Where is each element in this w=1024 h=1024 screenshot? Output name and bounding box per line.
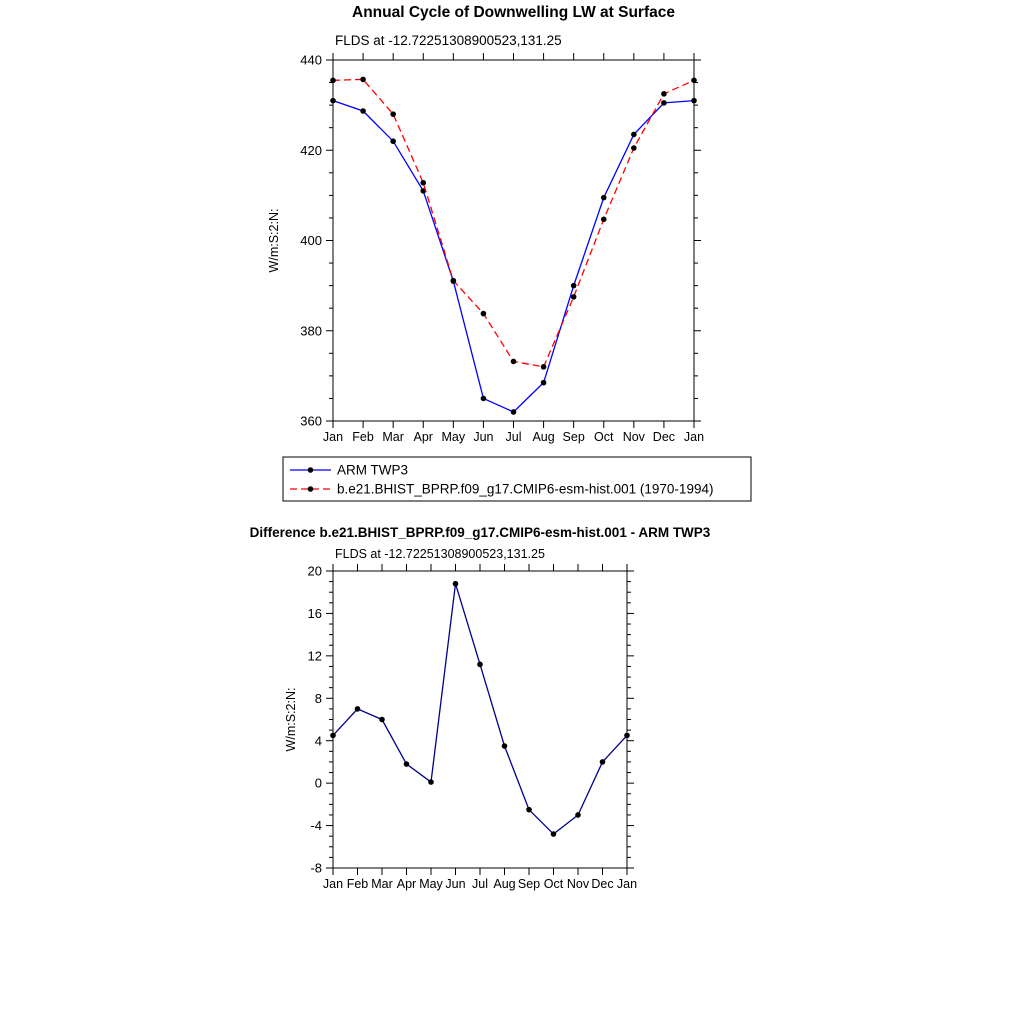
x-tick-label: Dec	[591, 877, 614, 891]
data-point-marker	[511, 359, 517, 365]
y-tick-label: 12	[307, 648, 322, 664]
y-tick-label: 20	[307, 563, 322, 579]
data-point-marker	[541, 364, 547, 370]
chart1-subtitle: FLDS at -12.72251308900523,131.25	[335, 33, 562, 48]
data-point-marker	[575, 812, 581, 818]
x-tick-label: Jul	[505, 430, 522, 444]
x-tick-label: May	[441, 430, 466, 444]
series-line-arm-twp3	[333, 101, 694, 412]
data-point-marker	[571, 283, 577, 289]
data-point-marker	[511, 409, 517, 415]
data-point-marker	[404, 761, 410, 767]
x-tick-label: Jan	[616, 877, 638, 891]
chart2-subtitle: FLDS at -12.72251308900523,131.25	[335, 547, 545, 561]
y-tick-label: 360	[300, 413, 322, 429]
data-point-marker	[390, 138, 396, 144]
data-point-marker	[541, 380, 547, 386]
x-tick-label: Mar	[382, 430, 404, 444]
data-point-marker	[691, 78, 697, 84]
data-point-marker	[624, 733, 630, 739]
data-point-marker	[600, 759, 606, 765]
plot-border	[333, 60, 694, 421]
chart1-title: Annual Cycle of Downwelling LW at Surface	[352, 4, 675, 21]
data-point-marker	[390, 111, 396, 117]
y-tick-label: -8	[310, 860, 322, 876]
data-point-marker	[477, 662, 483, 668]
data-point-marker	[453, 581, 459, 587]
x-tick-label: Jun	[473, 430, 494, 444]
x-tick-label: Jun	[445, 877, 466, 891]
data-point-marker	[601, 195, 607, 201]
x-tick-label: Oct	[543, 877, 564, 891]
data-point-marker	[379, 717, 385, 723]
x-tick-label: Oct	[594, 430, 614, 444]
legend-entry-label: ARM TWP3	[337, 462, 409, 478]
data-point-marker	[330, 98, 336, 104]
legend-entry-label: b.e21.BHIST_BPRP.f09_g17.CMIP6-esm-hist.001 (1970-1994)	[337, 481, 714, 497]
plot-border	[333, 571, 627, 868]
data-point-marker	[571, 294, 577, 300]
data-point-marker	[420, 180, 426, 186]
data-point-marker	[551, 831, 557, 837]
data-point-marker	[481, 311, 487, 317]
x-tick-label: Jan	[683, 430, 705, 444]
y-tick-label: 440	[300, 52, 322, 68]
y-tick-label: 8	[314, 690, 322, 706]
axis-frame	[326, 53, 701, 428]
x-tick-label: Jan	[322, 430, 344, 444]
data-point-marker	[481, 396, 487, 402]
axis-labels	[284, 564, 637, 891]
x-tick-label: Feb	[352, 430, 374, 444]
x-tick-label: Nov	[622, 430, 645, 444]
x-tick-label: Dec	[652, 430, 676, 444]
data-point-marker	[330, 78, 336, 84]
x-tick-label: Aug	[532, 430, 555, 444]
x-tick-label: Jul	[472, 877, 488, 891]
x-tick-label: Sep	[562, 430, 585, 444]
data-point-marker	[355, 706, 361, 712]
y-tick-label: 0	[314, 775, 322, 791]
x-tick-label: Sep	[517, 877, 541, 891]
data-point-marker	[451, 278, 457, 284]
chart2-title: Difference b.e21.BHIST_BPRP.f09_g17.CMIP6-esm-hist.001 - ARM TWP3	[249, 525, 711, 540]
data-point-marker	[360, 77, 366, 83]
x-tick-label: May	[419, 877, 443, 891]
x-tick-label: Jan	[322, 877, 344, 891]
data-point-marker	[661, 100, 667, 106]
data-point-marker	[631, 132, 637, 138]
data-point-marker	[360, 108, 366, 114]
y-tick-label: 420	[300, 142, 322, 158]
y-tick-label: 4	[314, 733, 322, 749]
series-line-b-e21-bhist-bprp-f09-g17-cmip6	[333, 79, 694, 366]
y-tick-label: -4	[310, 818, 322, 834]
x-tick-label: Apr	[396, 877, 417, 891]
series-line-difference	[333, 584, 627, 834]
x-tick-label: Feb	[346, 877, 369, 891]
y-tick-label: 400	[300, 233, 322, 249]
data-point-marker	[502, 743, 508, 749]
y-axis-label: W/m:S:2:N:	[284, 687, 298, 752]
data-point-marker	[631, 145, 637, 151]
y-tick-label: 380	[300, 323, 322, 339]
data-point-marker	[661, 91, 667, 97]
x-tick-label: Mar	[371, 877, 393, 891]
axis-frame	[326, 564, 634, 875]
data-point-marker	[428, 779, 434, 785]
x-tick-label: Aug	[493, 877, 516, 891]
x-tick-label: Nov	[566, 877, 590, 891]
data-point-marker	[691, 98, 697, 104]
legend-box	[283, 457, 751, 501]
data-point-marker	[526, 807, 532, 813]
legend-marker	[308, 467, 314, 473]
legend-marker	[308, 486, 314, 492]
y-tick-label: 16	[307, 605, 322, 621]
y-axis-label: W/m:S:2:N:	[267, 208, 281, 273]
data-point-marker	[330, 733, 336, 739]
data-point-marker	[601, 216, 607, 222]
x-tick-label: Apr	[413, 430, 433, 444]
